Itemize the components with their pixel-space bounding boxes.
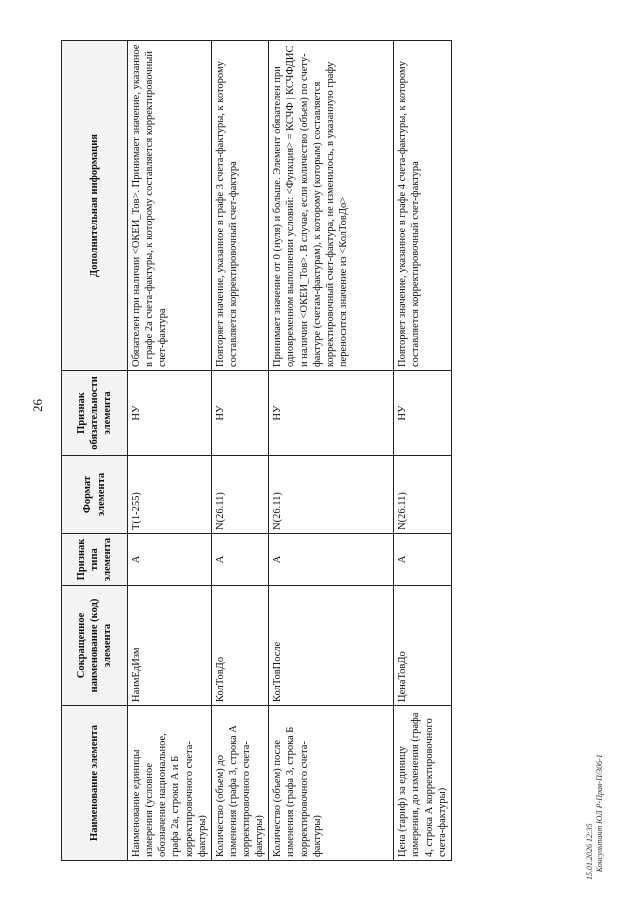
cell-type: А — [211, 534, 269, 586]
cell-code: КолТовДо — [211, 586, 269, 706]
table-row — [394, 41, 452, 861]
cell-format: N(26.11) — [269, 456, 394, 534]
cell-mandatory: НУ — [269, 371, 394, 456]
table-row — [269, 41, 394, 861]
cell-info: Повторяет значение, указанное в графе 4 счета-фактуры, к которому составляется корректировочный счет-фактура — [394, 41, 452, 371]
cell-type: А — [128, 534, 212, 586]
table-header-row — [62, 41, 128, 861]
cell-name: Наименование единицы измерения (условное обозначение национальное, графа 2а, строки А и Б корректировочного счета-фактуры) — [128, 706, 212, 861]
cell-name: Количество (объем) до изменения (графа 3, строка А корректировочного счета-фактуры) — [211, 706, 269, 861]
header-type: Признак типа элемента — [62, 534, 128, 586]
element-table — [61, 40, 452, 861]
cell-name: Цена (тариф) за единицу измерения, до изменения (графа 4, строка А корректировочного счета-фактуры) — [394, 706, 452, 861]
cell-code: НаимЕдИзм — [128, 586, 212, 706]
cell-format: N(26.11) — [394, 456, 452, 534]
header-code: Сокращенное наименование (код) элемента — [62, 586, 128, 706]
table-row — [211, 41, 269, 861]
header-mandatory: Признак обязательности элемента — [62, 371, 128, 456]
rotated-table-container — [61, 41, 448, 861]
header-info: Дополнительная информация — [62, 41, 128, 371]
table-row — [128, 41, 212, 861]
cell-mandatory: НУ — [394, 371, 452, 456]
footer-date: 15.01.2026 12:35 — [585, 823, 594, 880]
cell-info: Обязателен при наличии <ОКЕИ_Тов>. Принимает значение, указанное в графе 2а счета-фактуры, к которому составляется корректировочный счет-фактура — [128, 41, 212, 371]
document-footer — [585, 754, 606, 880]
cell-info: Принимает значение от 0 (нуля) и больше. Элемент обязателен при одновременном выполнении условий: <Функция> = КСЧФ | КСЧФДИС и наличии <ОКЕИ_Тов>. В случае, если количество (объем) по счету-фактуре (счетам-фактурам), к которому (которым) составляется корректировочный счет-фактура, не изменилось, в указанную графу переносится значение из <КолТовДо> — [269, 41, 394, 371]
cell-info: Повторяет значение, указанное в графе 3 счета-фактуры, к которому составляется корректировочный счет-фактура — [211, 41, 269, 371]
cell-format: T(1-255) — [128, 456, 212, 534]
cell-code: КолТовПосле — [269, 586, 394, 706]
cell-mandatory: НУ — [211, 371, 269, 456]
header-name: Наименование элемента — [62, 706, 128, 861]
cell-type: А — [269, 534, 394, 586]
cell-name: Количество (объем) после изменения (графа 3, строка Б корректировочного счета-фактуры) — [269, 706, 394, 861]
page-number: 26 — [30, 399, 45, 412]
cell-format: N(26.11) — [211, 456, 269, 534]
footer-source: ㅤКонсультант ЮЛ Р-Прав-П/306-1 — [595, 754, 605, 880]
cell-code: ЦенаТовДо — [394, 586, 452, 706]
cell-mandatory: НУ — [128, 371, 212, 456]
cell-type: А — [394, 534, 452, 586]
header-format: Формат элемента — [62, 456, 128, 534]
